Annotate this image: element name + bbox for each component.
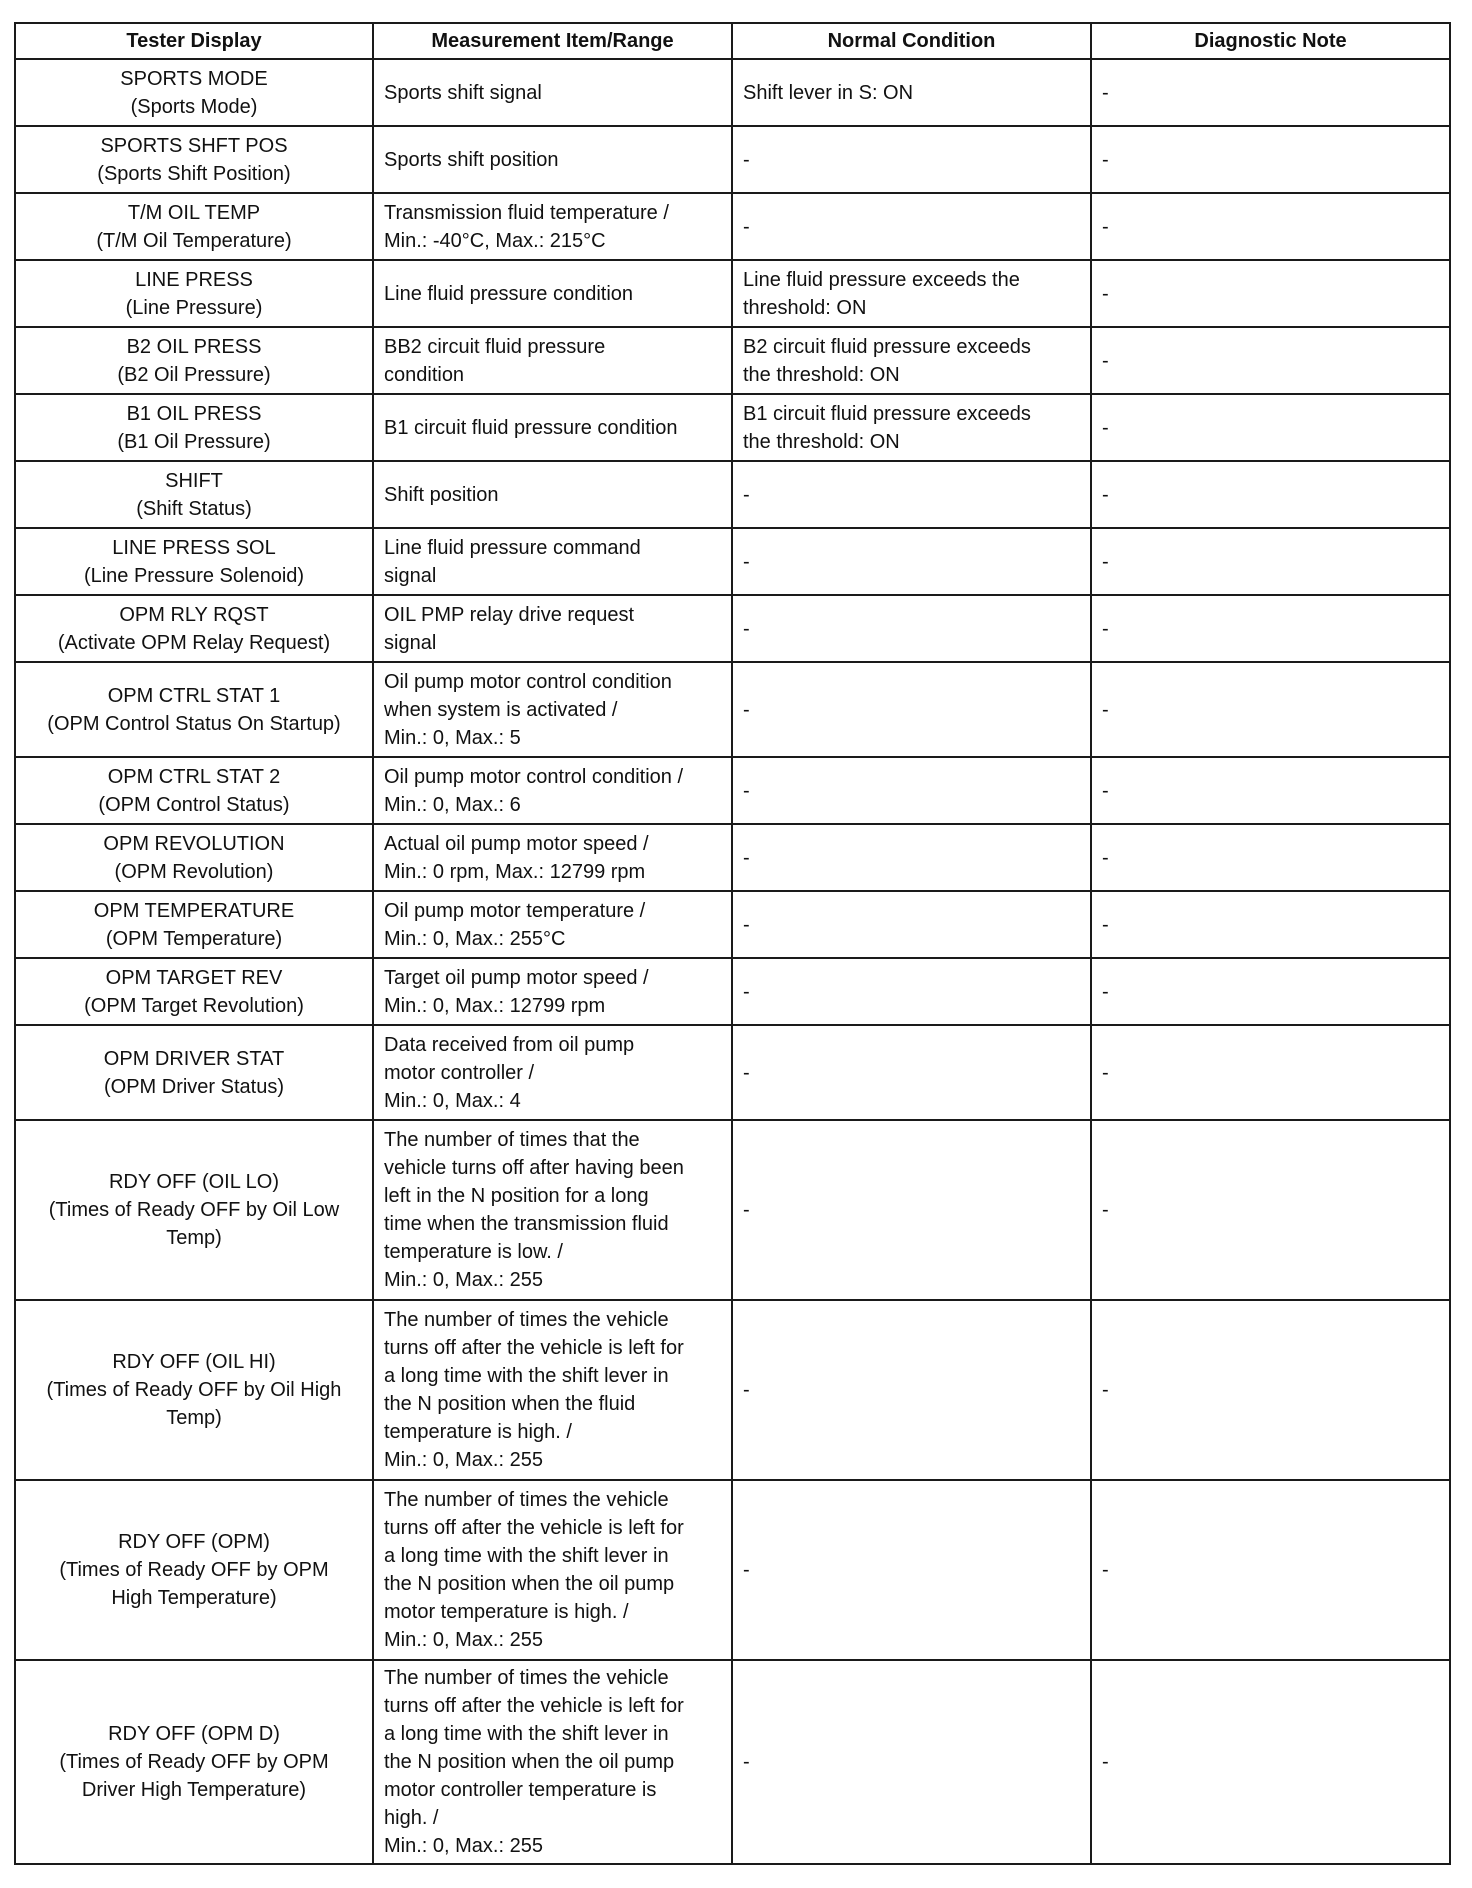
measurement-cell bbox=[373, 126, 732, 193]
measurement-cell-line: motor controller / bbox=[384, 1061, 535, 1084]
tester-display-cell bbox=[15, 1660, 373, 1864]
measurement-cell-line: Shift position bbox=[384, 483, 499, 506]
tester-display-cell-line: (Times of Ready OFF by OPM bbox=[59, 1751, 329, 1773]
document-page bbox=[14, 22, 1451, 1865]
tester-display-cell bbox=[15, 757, 373, 824]
normal-condition-cell-line: Line fluid pressure exceeds the bbox=[743, 268, 1020, 291]
header-measurement-item: Measurement Item/Range bbox=[373, 23, 732, 59]
normal-condition-cell-line: - bbox=[743, 148, 750, 171]
measurement-cell-line: Min.: 0, Max.: 12799 rpm bbox=[384, 994, 606, 1017]
measurement-cell-line: Sports shift position bbox=[384, 148, 559, 171]
diagnostic-note-cell: - bbox=[1091, 662, 1450, 757]
tester-display-cell bbox=[15, 461, 373, 528]
diagnostic-note-cell: - bbox=[1091, 461, 1450, 528]
measurement-cell-line: left in the N position for a long bbox=[384, 1185, 649, 1207]
measurement-cell-line: turns off after the vehicle is left for bbox=[384, 1695, 684, 1717]
table-row bbox=[15, 1480, 1450, 1660]
tester-display-cell-line: (Sports Mode) bbox=[130, 95, 258, 118]
table-row bbox=[15, 193, 1450, 260]
tester-display-cell-line: (B1 Oil Pressure) bbox=[117, 430, 271, 453]
measurement-cell-line: the N position when the oil pump bbox=[384, 1751, 675, 1773]
normal-condition-cell bbox=[732, 394, 1091, 461]
measurement-cell bbox=[373, 824, 732, 891]
measurement-cell-line: Min.: 0, Max.: 6 bbox=[384, 793, 521, 816]
measurement-cell-line: signal bbox=[384, 564, 437, 587]
measurement-cell-line: condition bbox=[384, 363, 465, 386]
normal-condition-cell bbox=[732, 824, 1091, 891]
tester-display-cell-line: RDY OFF (OIL HI) bbox=[112, 1351, 276, 1373]
tester-display-cell-line: (Times of Ready OFF by Oil Low bbox=[48, 1199, 340, 1221]
measurement-cell-line: signal bbox=[384, 631, 437, 654]
measurement-cell bbox=[373, 1480, 732, 1660]
normal-condition-cell bbox=[732, 1025, 1091, 1120]
measurement-cell-line: motor controller temperature is bbox=[384, 1779, 657, 1801]
tester-display-cell bbox=[15, 193, 373, 260]
normal-condition-cell bbox=[732, 59, 1091, 126]
diagnostic-note-cell: - bbox=[1091, 193, 1450, 260]
measurement-cell-line: Oil pump motor control condition / bbox=[384, 765, 684, 788]
tester-display-cell bbox=[15, 327, 373, 394]
measurement-cell-line: temperature is high. / bbox=[384, 1421, 572, 1443]
header-row bbox=[15, 23, 1450, 59]
measurement-cell-line: Min.: 0, Max.: 255°C bbox=[384, 927, 566, 950]
measurement-cell-line: high. / bbox=[384, 1807, 439, 1829]
normal-condition-cell bbox=[732, 461, 1091, 528]
tester-display-cell bbox=[15, 1480, 373, 1660]
tester-display-cell-line: High Temperature) bbox=[111, 1587, 277, 1609]
measurement-cell bbox=[373, 662, 732, 757]
normal-condition-cell bbox=[732, 327, 1091, 394]
measurement-cell-line: a long time with the shift lever in bbox=[384, 1723, 669, 1745]
normal-condition-cell-line: B1 circuit fluid pressure exceeds bbox=[743, 402, 1031, 425]
measurement-cell-line: BB2 circuit fluid pressure bbox=[384, 335, 606, 358]
measurement-cell-line: The number of times the vehicle bbox=[384, 1489, 669, 1511]
measurement-cell-line: a long time with the shift lever in bbox=[384, 1365, 669, 1387]
tester-display-cell bbox=[15, 595, 373, 662]
table-row bbox=[15, 394, 1450, 461]
measurement-cell-line: Line fluid pressure condition bbox=[384, 282, 634, 305]
tester-display-cell-line: (OPM Temperature) bbox=[105, 927, 283, 950]
header-tester-display: Tester Display bbox=[15, 23, 373, 59]
tester-display-cell-line: LINE PRESS bbox=[135, 268, 253, 291]
table-row bbox=[15, 59, 1450, 126]
normal-condition-cell-line: - bbox=[743, 1199, 750, 1221]
tester-display-cell-line: SPORTS MODE bbox=[120, 67, 268, 90]
measurement-cell bbox=[373, 461, 732, 528]
measurement-cell-line: Min.: 0, Max.: 4 bbox=[384, 1089, 521, 1112]
tester-display-cell-line: B2 OIL PRESS bbox=[126, 335, 262, 358]
measurement-cell-line: the N position when the oil pump bbox=[384, 1573, 675, 1595]
normal-condition-cell bbox=[732, 1300, 1091, 1480]
tester-display-cell bbox=[15, 528, 373, 595]
measurement-cell bbox=[373, 260, 732, 327]
tester-display-cell-line: OPM TARGET REV bbox=[105, 966, 283, 989]
data-list-table bbox=[14, 22, 1451, 1865]
tester-display-cell-line: OPM DRIVER STAT bbox=[103, 1047, 285, 1070]
table-row bbox=[15, 461, 1450, 528]
normal-condition-cell-line: - bbox=[743, 846, 750, 869]
tester-display-cell-line: (T/M Oil Temperature) bbox=[96, 229, 292, 252]
diagnostic-note-cell: - bbox=[1091, 1660, 1450, 1864]
tester-display-cell-line: OPM CTRL STAT 1 bbox=[107, 684, 281, 707]
diagnostic-note-cell: - bbox=[1091, 327, 1450, 394]
measurement-cell bbox=[373, 59, 732, 126]
normal-condition-cell-line: - bbox=[743, 550, 750, 573]
table-row bbox=[15, 1120, 1450, 1300]
normal-condition-cell-line: threshold: ON bbox=[743, 296, 867, 319]
tester-display-cell-line: Temp) bbox=[166, 1227, 222, 1249]
measurement-cell-line: Min.: 0, Max.: 5 bbox=[384, 726, 521, 749]
measurement-cell-line: turns off after the vehicle is left for bbox=[384, 1337, 684, 1359]
tester-display-cell-line: (Line Pressure Solenoid) bbox=[83, 564, 305, 587]
tester-display-cell-line: OPM RLY RQST bbox=[119, 603, 269, 626]
normal-condition-cell-line: - bbox=[743, 1061, 750, 1084]
tester-display-cell-line: (OPM Revolution) bbox=[114, 860, 274, 883]
normal-condition-cell bbox=[732, 193, 1091, 260]
measurement-cell-line: turns off after the vehicle is left for bbox=[384, 1517, 684, 1539]
tester-display-cell-line: RDY OFF (OPM) bbox=[118, 1531, 270, 1553]
header-diagnostic-note: Diagnostic Note bbox=[1091, 23, 1450, 59]
diagnostic-note-cell: - bbox=[1091, 757, 1450, 824]
diagnostic-note-cell: - bbox=[1091, 528, 1450, 595]
normal-condition-cell-line: - bbox=[743, 215, 750, 238]
normal-condition-cell-line: - bbox=[743, 913, 750, 936]
header-normal-condition: Normal Condition bbox=[732, 23, 1091, 59]
measurement-cell-line: Transmission fluid temperature / bbox=[384, 201, 669, 224]
normal-condition-cell bbox=[732, 595, 1091, 662]
measurement-cell bbox=[373, 528, 732, 595]
diagnostic-note-cell: - bbox=[1091, 1300, 1450, 1480]
tester-display-cell bbox=[15, 891, 373, 958]
diagnostic-note-cell: - bbox=[1091, 958, 1450, 1025]
measurement-cell bbox=[373, 1660, 732, 1864]
tester-display-cell-line: (B2 Oil Pressure) bbox=[117, 363, 271, 386]
measurement-cell-line: motor temperature is high. / bbox=[384, 1601, 629, 1623]
diagnostic-note-cell: - bbox=[1091, 824, 1450, 891]
table-row bbox=[15, 1660, 1450, 1864]
measurement-cell-line: The number of times that the bbox=[384, 1129, 640, 1151]
measurement-cell-line: OIL PMP relay drive request bbox=[384, 603, 635, 626]
table-row bbox=[15, 327, 1450, 394]
measurement-cell-line: Min.: 0, Max.: 255 bbox=[384, 1629, 543, 1651]
tester-display-cell-line: OPM TEMPERATURE bbox=[93, 899, 295, 922]
measurement-cell-line: Actual oil pump motor speed / bbox=[384, 832, 649, 855]
normal-condition-cell bbox=[732, 528, 1091, 595]
table-row bbox=[15, 757, 1450, 824]
measurement-cell bbox=[373, 958, 732, 1025]
diagnostic-note-cell: - bbox=[1091, 260, 1450, 327]
normal-condition-cell bbox=[732, 1120, 1091, 1300]
measurement-cell-line: Data received from oil pump bbox=[384, 1033, 635, 1056]
measurement-cell bbox=[373, 1300, 732, 1480]
tester-display-cell-line: SPORTS SHFT POS bbox=[100, 134, 288, 157]
tester-display-cell-line: SHIFT bbox=[165, 469, 223, 492]
diagnostic-note-cell: - bbox=[1091, 59, 1450, 126]
measurement-cell bbox=[373, 757, 732, 824]
tester-display-cell-line: T/M OIL TEMP bbox=[127, 201, 261, 224]
normal-condition-cell bbox=[732, 891, 1091, 958]
measurement-cell-line: Line fluid pressure command bbox=[384, 536, 641, 559]
measurement-cell bbox=[373, 193, 732, 260]
measurement-cell-line: vehicle turns off after having been bbox=[384, 1157, 684, 1179]
tester-display-cell-line: RDY OFF (OIL LO) bbox=[108, 1171, 280, 1193]
tester-display-cell-line: (OPM Control Status) bbox=[98, 793, 290, 816]
table-row bbox=[15, 958, 1450, 1025]
normal-condition-cell-line: the threshold: ON bbox=[743, 363, 900, 386]
tester-display-cell bbox=[15, 1120, 373, 1300]
measurement-cell-line: The number of times the vehicle bbox=[384, 1667, 669, 1689]
measurement-cell-line: Min.: 0 rpm, Max.: 12799 rpm bbox=[384, 860, 646, 883]
measurement-cell bbox=[373, 327, 732, 394]
tester-display-cell bbox=[15, 824, 373, 891]
measurement-cell bbox=[373, 1120, 732, 1300]
measurement-cell-line: the N position when the fluid bbox=[384, 1393, 636, 1415]
normal-condition-cell bbox=[732, 958, 1091, 1025]
measurement-cell-line: Min.: 0, Max.: 255 bbox=[384, 1449, 543, 1471]
table-row bbox=[15, 1300, 1450, 1480]
tester-display-cell-line: (OPM Driver Status) bbox=[103, 1075, 285, 1098]
measurement-cell-line: temperature is low. / bbox=[384, 1241, 563, 1263]
normal-condition-cell-line: Shift lever in S: ON bbox=[743, 81, 914, 104]
tester-display-cell-line: Driver High Temperature) bbox=[81, 1779, 307, 1801]
normal-condition-cell bbox=[732, 1480, 1091, 1660]
tester-display-cell bbox=[15, 1025, 373, 1120]
measurement-cell-line: Target oil pump motor speed / bbox=[384, 966, 649, 989]
measurement-cell bbox=[373, 394, 732, 461]
tester-display-cell-line: B1 OIL PRESS bbox=[126, 402, 262, 425]
measurement-cell-line: Sports shift signal bbox=[384, 81, 542, 104]
measurement-cell-line: Oil pump motor control condition bbox=[384, 670, 672, 693]
diagnostic-note-cell: - bbox=[1091, 1480, 1450, 1660]
tester-display-cell bbox=[15, 662, 373, 757]
diagnostic-note-cell: - bbox=[1091, 891, 1450, 958]
table-row bbox=[15, 126, 1450, 193]
normal-condition-cell-line: - bbox=[743, 779, 750, 802]
normal-condition-cell bbox=[732, 126, 1091, 193]
tester-display-cell-line: (Sports Shift Position) bbox=[97, 162, 291, 185]
measurement-cell-line: Min.: 0, Max.: 255 bbox=[384, 1835, 543, 1857]
tester-display-cell bbox=[15, 394, 373, 461]
table-row bbox=[15, 528, 1450, 595]
normal-condition-cell bbox=[732, 757, 1091, 824]
normal-condition-cell bbox=[732, 260, 1091, 327]
normal-condition-cell-line: - bbox=[743, 1379, 750, 1401]
measurement-cell bbox=[373, 891, 732, 958]
normal-condition-cell-line: - bbox=[743, 483, 750, 506]
measurement-cell-line: Min.: -40°C, Max.: 215°C bbox=[384, 229, 606, 252]
table-row bbox=[15, 662, 1450, 757]
diagnostic-note-cell: - bbox=[1091, 1120, 1450, 1300]
tester-display-cell bbox=[15, 59, 373, 126]
tester-display-cell bbox=[15, 126, 373, 193]
diagnostic-note-cell: - bbox=[1091, 126, 1450, 193]
measurement-cell-line: a long time with the shift lever in bbox=[384, 1545, 669, 1567]
normal-condition-cell bbox=[732, 1660, 1091, 1864]
tester-display-cell-line: (Shift Status) bbox=[136, 497, 252, 520]
measurement-cell-line: Min.: 0, Max.: 255 bbox=[384, 1269, 543, 1291]
measurement-cell-line: time when the transmission fluid bbox=[384, 1213, 669, 1235]
tester-display-cell bbox=[15, 260, 373, 327]
table-row bbox=[15, 824, 1450, 891]
measurement-cell-line: B1 circuit fluid pressure condition bbox=[384, 416, 678, 439]
tester-display-cell-line: LINE PRESS SOL bbox=[112, 536, 276, 559]
measurement-cell bbox=[373, 1025, 732, 1120]
table-row bbox=[15, 595, 1450, 662]
tester-display-cell-line: (Line Pressure) bbox=[125, 296, 263, 319]
normal-condition-cell-line: - bbox=[743, 1751, 750, 1773]
diagnostic-note-cell: - bbox=[1091, 394, 1450, 461]
measurement-cell-line: Oil pump motor temperature / bbox=[384, 899, 646, 922]
normal-condition-cell-line: B2 circuit fluid pressure exceeds bbox=[743, 335, 1031, 358]
tester-display-cell bbox=[15, 1300, 373, 1480]
normal-condition-cell-line: - bbox=[743, 698, 750, 721]
tester-display-cell-line: (Times of Ready OFF by Oil High bbox=[46, 1379, 342, 1401]
diagnostic-note-cell: - bbox=[1091, 595, 1450, 662]
tester-display-cell-line: OPM REVOLUTION bbox=[103, 832, 285, 855]
tester-display-cell-line: (Times of Ready OFF by OPM bbox=[59, 1559, 329, 1581]
table-row bbox=[15, 891, 1450, 958]
normal-condition-cell-line: - bbox=[743, 1559, 750, 1581]
tester-display-cell-line: (OPM Control Status On Startup) bbox=[47, 712, 341, 735]
measurement-cell-line: The number of times the vehicle bbox=[384, 1309, 669, 1331]
normal-condition-cell-line: - bbox=[743, 617, 750, 640]
normal-condition-cell bbox=[732, 662, 1091, 757]
tester-display-cell-line: (OPM Target Revolution) bbox=[84, 994, 304, 1017]
tester-display-cell-line: Temp) bbox=[166, 1407, 222, 1429]
normal-condition-cell-line: - bbox=[743, 980, 750, 1003]
tester-display-cell bbox=[15, 958, 373, 1025]
measurement-cell-line: when system is activated / bbox=[384, 698, 618, 721]
tester-display-cell-line: RDY OFF (OPM D) bbox=[108, 1723, 280, 1745]
diagnostic-note-cell: - bbox=[1091, 1025, 1450, 1120]
measurement-cell bbox=[373, 595, 732, 662]
table-row bbox=[15, 260, 1450, 327]
table-row bbox=[15, 1025, 1450, 1120]
tester-display-cell-line: OPM CTRL STAT 2 bbox=[107, 765, 281, 788]
tester-display-cell-line: (Activate OPM Relay Request) bbox=[57, 631, 331, 654]
normal-condition-cell-line: the threshold: ON bbox=[743, 430, 900, 453]
